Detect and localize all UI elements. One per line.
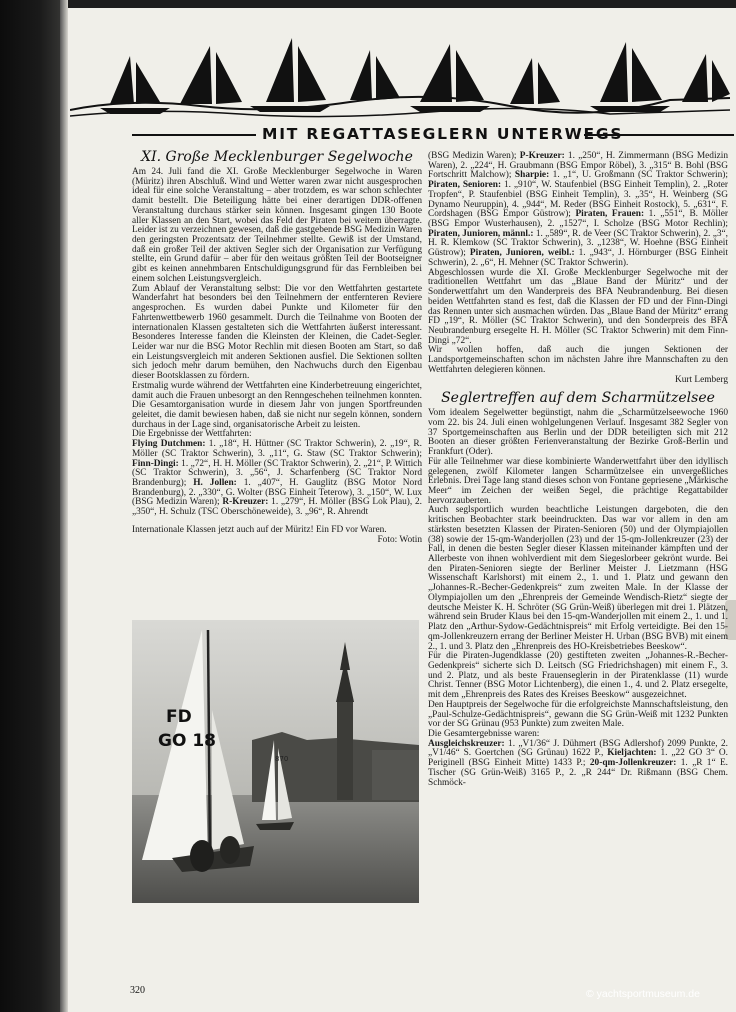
article1-paragraph: Erstmalig wurde während der Wettfahrten eine Kinderbetreuung eingerichtet, damit auch die Frauen unbesorgt an den Renngeschehen teilnehmen konnten. Die Gesamtorganisation wurde in diesem Jahr von jungen Sportfreunden geleitet, die damit bewiesen haben, daß sie nicht nur segeln können, sondern durchaus in der Lage sind, organisatorische Arbeit zu leisten. bbox=[132, 380, 422, 430]
article2-title: Seglertreffen auf dem Scharmützelsee bbox=[441, 390, 715, 407]
result-class: H. Jollen: bbox=[193, 478, 237, 488]
sail-number-go18: GO 18 bbox=[158, 731, 216, 751]
author-signature: Kurt Lemberg bbox=[674, 374, 728, 385]
result-text: 1. „551“, B. Möller (BSG Empor Wusterhausen), 2. „1527“, I. Scholze (BSG Motor Rechlin); bbox=[428, 209, 728, 230]
sail-number-870: 870 bbox=[275, 755, 289, 763]
article1-closing-paragraph: Wir wollen hoffen, daß auch die jungen Sektionen der Landsportgemeinschaften schon im nächsten Jahre ihre Mannschaften zu den Wettfahrten delegieren können. bbox=[428, 345, 728, 375]
left-column bbox=[132, 148, 422, 545]
result-class: Finn-Dingi: bbox=[132, 458, 179, 469]
result-class: R-Kreuzer: bbox=[222, 497, 269, 508]
result-text: 1. „22 GO 3“ O. Periginell (BSG Einheit Mitte) 1433 P.; bbox=[428, 748, 728, 769]
article1-paragraph: Zum Ablauf der Veranstaltung selbst: Die vor den Wettfahrten gestartete Wanderfahrt hat besonders bei den Teilnehmern der entfernteren Reviere angesprochen. Es wurden dabei Punkte und Kilometer für den Fahrtenwettbewerb 1960 gesammelt. Durch die Teilnahme von Booten der internationalen Klassen gestalteten sich die Wettfahrten äußerst interessant. Besonderes Interesse fanden die Kleinsten der Kleinen, die Cadet-Segler. Leider war nur die BSG Motor Rechlin mit diesen Booten am Start, so daß ein Leistungsvergleich mit anderen Sektionen ausfiel. Die Sektionen sollten sich jedoch mehr darum bemühen, den Nachwuchs durch den Eigenbau dieser Bootsklassen zu fördern. bbox=[132, 283, 422, 382]
result-text: 1. „943“, J. Hörnburger (BSG Einheit Schwerin), 2. „6“, H. Mehner (SC Traktor Schwerin). bbox=[428, 248, 728, 268]
result-text: 1. „407“, H. Gauglitz (BSG Motor Nord Brandenburg), 2. „330“, G. Wolter (BSG Einheit Teterow), 3. „150“, W. Lux (BSG Medizin Waren); bbox=[132, 478, 422, 508]
headline-text: MIT REGATTASEGLERN UNTERWEGS bbox=[262, 125, 624, 143]
sailing-photo-fd-boat bbox=[132, 620, 419, 903]
result-text: 1. „18“, H. Hüttner (SC Traktor Schwerin), 2. „19“, R. Möller (SC Traktor Schwerin), 3. „11“, G. Staw (SC Traktor Schwerin); bbox=[132, 439, 422, 459]
article2-paragraph: Für die Piraten-Jugendklasse (20) gestifteten zweiten „Johannes-R.-Becher-Gedenkpreis“ sicherte sich D. Leitsch (SG Friedrichshagen) mit einem F., 3. und 2. Platz, und als beste Frauenseglerin in der Piratenklasse (11) wurde Christ. Tenner (BSG Motor Lichtenberg), die einen 1., 4. und 2. Platz ersegelte, mit dem „Ehrenpreis des Rates des Kreises Beeskow“ ausgezeichnet. bbox=[428, 651, 728, 701]
article2-paragraph: Auch seglsportlich wurden beachtliche Leistungen dargeboten, die den kritischen Beobachter stark beeindruckten. Das war vor allem in den am stärksten besetzten Klassen der Piraten-Senioren (50) und der Olympiajollen (38) sowie der 15-qm-Wanderjollen (23) und der 15-qm-Jollenkreuzer (23) der Fall, in denen die besten Segler dieser Klassen miteinander kämpften und der Allerbeste von ihnen wohlverdient mit dem Siegeslorbeer gekrönt wurde. Bei den Piraten-Senioren siegte der Berliner Meister J. Lietzmann (HSG Wissenschaft Karlshorst) mit einem 2., 1. und 1. Platz und gewann den „Johannes-R.-Becher-Gedenkpreis“ zum zweiten Male. In der Klasse der Olympiajollen um den „Ehrenpreis der Gemeinde Wendisch-Rietz“ siegte der deutsche Meister K. H. Schröter (SG Grün-Weiß) überlegen mit drei 1. Plätzen, während sein Bruder Klaus bei den 15-qm-Wanderjollen mit einem 2., 1. und 1. Platz den „Arthur-Sydow-Gedächtnispreis“ mit Erfolg verteidigte. Bei den 15-qm-Jollenkreuzern errang der Berliner Meister H. Urban (BSG BVB) mit einem 2., 1. und 3. Platz den „Ehrenpreis des HO-Kreisbetriebes Beeskow“. bbox=[428, 505, 728, 652]
photo-credit: Foto: Wotin bbox=[377, 534, 422, 545]
result-class: Sharpie: bbox=[514, 170, 550, 181]
article1-title: XI. Große Mecklenburger Segelwoche bbox=[141, 149, 413, 165]
headline-rule-left bbox=[132, 134, 256, 136]
page-gutter-edge bbox=[60, 0, 68, 1012]
sailboats-banner-illustration bbox=[70, 32, 730, 122]
article1-results-continued bbox=[428, 152, 728, 269]
result-text: 1. „R 1“ E. Tischer (SG Grün-Weiß) 3165 P., 2. „R 244“ Dr. Rißmann (BSG Chem. Schmöck- bbox=[428, 758, 729, 788]
result-text: 1. „1“, U. Großmann (SC Traktor Schwerin); bbox=[549, 170, 729, 181]
book-spine-shadow bbox=[0, 0, 66, 1012]
photo-caption bbox=[132, 524, 422, 545]
result-text: 1. „V1/36“ J. Dühmert (BSG Adlershof) 2099 Punkte, 2. „V1/46“ S. Goertchen (SG Grünau) 1622 P., bbox=[428, 738, 728, 759]
section-headline bbox=[132, 123, 732, 145]
sail-number-fd: FD bbox=[166, 707, 192, 727]
article1-results-intro: Die Ergebnisse der Wettfahrten: bbox=[132, 429, 252, 440]
right-column bbox=[428, 152, 728, 788]
headline-rule-right bbox=[584, 134, 734, 136]
result-text: 1. „279“, H. Möller (BSG Lok Plau), 2. „350“, H. Schulz (TSC Oberschöneweide), 3. „96“, R. Ahrendt bbox=[132, 497, 422, 518]
article2-paragraph: Den Hauptpreis der Segelwoche für die erfolgreichste Mannschaftsleistung, den „Paul-Schulze-Gedächtnispreis“, gewann die SG Grün-Weiß mit 1232 Punkten vor der SG Grünau (953 Punkte) zum zweiten Male. bbox=[428, 699, 728, 730]
result-class: Piraten, Frauen: bbox=[575, 209, 645, 220]
result-text: 1. „589“, R. de Veer (SC Traktor Schwerin), 2. „3“, H. R. Klemkow (SC Traktor Schwerin), 3. „1238“, W. Hoehne (BSG Einheit Güstrow); bbox=[428, 228, 728, 259]
page-number: 320 bbox=[130, 985, 145, 996]
result-class: Piraten, Junioren, weibl.: bbox=[469, 248, 575, 259]
article1-closing-paragraph: Abgeschlossen wurde die XI. Große Mecklenburger Segelwoche mit der traditionellen Wettfahrt um das „Blaue Band der Müritz“ und der Sonderwettfahrt um den Wanderpreis des BFA Neubrandenburg. Bei diesen beiden Wettfahrten stand es fest, daß die Klassen der FD und der Finn-Dingi das Rennen unter sich ausmachen würden. Das „Blaue Band der Müritz“ errang FD „19“, R. Möller (SC Traktor Schwerin), und den Sonderpreis des BFA Neubrandenburg ersegelte H. H. Möller (SC Traktor Schwerin) mit dem Finn-Dingi „72“. bbox=[428, 267, 728, 346]
result-text: 1. „910“, W. Staufenbiel (BSG Einheit Templin), 2. „Roter Tropfen“, P. Staufenbiel (BSG Einheit Templin), 3. „35“, H. Weinberg (SG Dynamo Neuruppin), 4. „944“, M. Reder (BSG Einheit Rostock), 5. „631“, F. Cordshagen (BSG Empor Güstrow); bbox=[428, 180, 728, 220]
result-class: P-Kreuzer: bbox=[519, 151, 565, 161]
result-class: Kieljachten: bbox=[607, 748, 657, 759]
article2-paragraph: Vom idealem Segelwetter begünstigt, nahm die „Scharmützelseewoche 1960 vom 22. bis 24. Juli einen wohlgelungenen Verlauf. Insgesamt 382 Segler von 37 Sportgemeinschaften aus Berlin und der DDR beteiligten sich mit 212 Booten an dieser größten Ferienveranstaltung der Bezirke Groß-Berlin und Frankfurt (Oder). bbox=[428, 408, 728, 458]
article1-paragraph: Am 24. Juli fand die XI. Große Mecklenburger Segelwoche in Waren (Müritz) ihren Abschluß. Wind und Wetter waren zwar nicht ausgesprochen ideal für eine solche Veranstaltung – aber trotzdem, es war schon schlechter damit bestellt. Die Beteiligung hätte bei einer derartigen DDR-offenen Veranstaltung durchaus stärker sein können. Insgesamt gingen 130 Boote aller Klassen an den Start, wobei das Feld der Piraten bei weitem überragte. Leider ist zu verzeichnen gewesen, daß die gastgebende BSG Medizin Waren den geringsten Prozentsatz der Teilnehmer stellte. Gewiß ist der Umstand, daß ein großer Teil der aktiven Segler sich der Organisation zur Verfügung stellte, ein Grund dafür – aber für den weitaus größten Teil der Bootseigner gibt es keinen annehmbaren Entschuldigungsgrund für das Fernbleiben bei einem solchen Leistungsvergleich. bbox=[132, 167, 422, 284]
result-class: 20-qm-Jollenkreuzer: bbox=[589, 758, 677, 769]
result-class: Ausgleichskreuzer: bbox=[428, 738, 505, 749]
article2-results-intro: Die Gesamtergebnisse waren: bbox=[428, 728, 540, 739]
caption-text: Internationale Klassen jetzt auch auf der Müritz! Ein FD vor Waren. bbox=[132, 524, 387, 535]
article1-results bbox=[132, 440, 422, 518]
result-text: 1. „250“, H. Zimmermann (BSG Medizin Waren), 2. „224“, H. Graubmann (BSG Empor Röbel), 3. „315“ B. Bohl (BSG Fortschritt Malchow); bbox=[428, 151, 728, 181]
article2-paragraph: Für alle Teilnehmer war diese kombinierte Wanderwettfahrt über den idyllisch gelegenen, zwölf Kilometer langen Scharmützelsee ein unvergeßliches Erlebnis. Drei Tage lang stand dieses schon von Fontane gepriesene „Märkische Meer“ im Zeichen der weißen Segel, die prächtige Regattabilder hervorzauberten. bbox=[428, 456, 728, 506]
article2-results bbox=[428, 740, 728, 789]
result-class: Piraten, Junioren, männl.: bbox=[428, 228, 534, 239]
result-text: 1. „72“, H. H. Möller (SC Traktor Schwerin), 2. „21“, P. Wittich (SC Traktor Schwerin), 3. „56“, J. Scharfenberg (SC Traktor Nord Brandenburg); bbox=[132, 458, 422, 488]
result-class: Piraten, Senioren: bbox=[428, 180, 502, 191]
watermark: © yachtsportmuseum.de bbox=[586, 988, 700, 1000]
result-class: Flying Dutchmen: bbox=[132, 439, 206, 450]
result-text: (BSG Medizin Waren); bbox=[428, 151, 520, 161]
